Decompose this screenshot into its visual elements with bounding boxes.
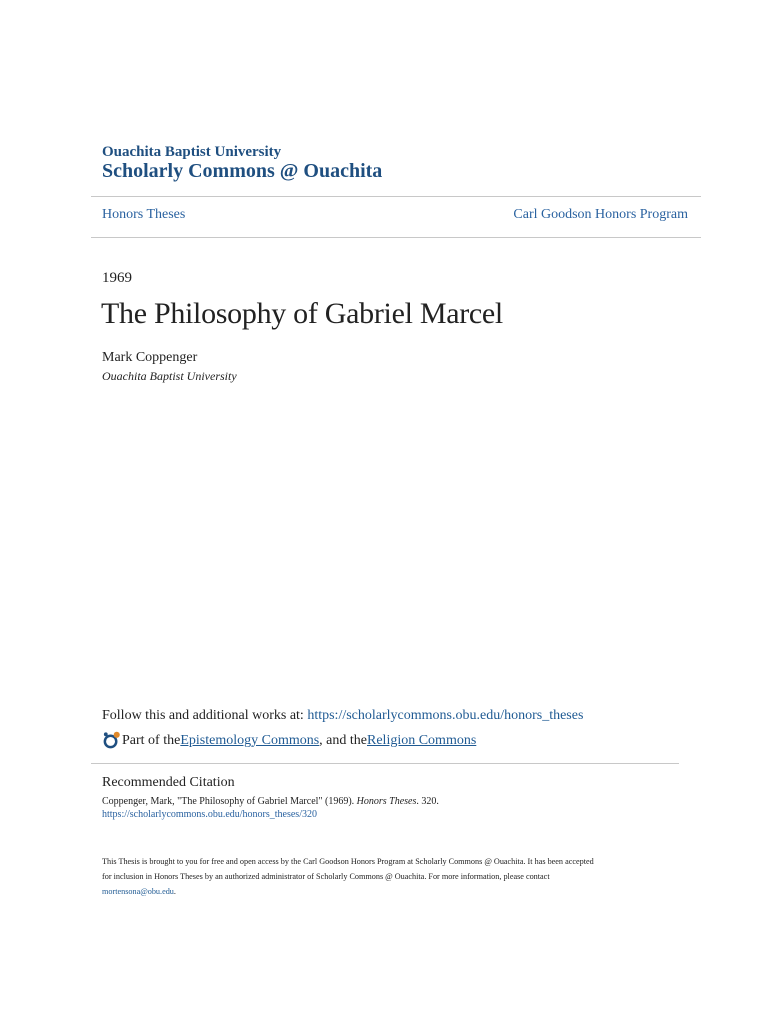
citation-text bbox=[102, 796, 439, 807]
footer-email-end: . bbox=[173, 887, 176, 896]
publication-year: 1969 bbox=[102, 270, 132, 286]
citation-main: Coppenger, Mark, "The Philosophy of Gabriel Marcel" (1969). bbox=[102, 796, 357, 807]
contact-email-link[interactable]: mortensona@obu.edu bbox=[102, 887, 174, 896]
epistemology-commons-link[interactable]: Epistemology Commons bbox=[180, 732, 320, 748]
university-name[interactable]: Ouachita Baptist University bbox=[102, 144, 282, 160]
author-affiliation: Ouachita Baptist University bbox=[102, 369, 237, 383]
footer-line-3 bbox=[102, 887, 176, 896]
header-divider-top bbox=[91, 196, 701, 197]
part-of-middle: , and the bbox=[319, 732, 367, 748]
citation-end: . 320. bbox=[416, 796, 439, 807]
follow-line bbox=[102, 708, 583, 724]
commons-network-icon bbox=[102, 731, 121, 750]
citation-series: Honors Theses bbox=[356, 796, 417, 807]
part-of-line bbox=[102, 731, 476, 750]
follow-url-link[interactable]: https://scholarlycommons.obu.edu/honors_theses bbox=[307, 708, 584, 723]
footer-line-2: for inclusion in Honors Theses by an authorized administrator of Scholarly Commons @ Ouachita. For more information, please contact bbox=[102, 872, 550, 881]
header-divider-bottom bbox=[91, 237, 701, 238]
repository-name[interactable]: Scholarly Commons @ Ouachita bbox=[102, 160, 383, 182]
citation-heading: Recommended Citation bbox=[102, 775, 235, 790]
footer-line-1: This Thesis is brought to you for free and open access by the Carl Goodson Honors Program at Scholarly Commons @ Ouachita. It has been accepted bbox=[102, 857, 594, 866]
author-name: Mark Coppenger bbox=[102, 350, 198, 365]
page-title: The Philosophy of Gabriel Marcel bbox=[101, 297, 503, 330]
citation-divider bbox=[91, 763, 679, 764]
citation-url-link[interactable]: https://scholarlycommons.obu.edu/honors_theses/320 bbox=[102, 809, 317, 820]
follow-prefix: Follow this and additional works at: bbox=[102, 708, 308, 723]
part-of-prefix: Part of the bbox=[122, 732, 181, 748]
breadcrumb-honors-theses[interactable]: Honors Theses bbox=[102, 207, 186, 222]
breadcrumb-honors-program[interactable]: Carl Goodson Honors Program bbox=[513, 207, 688, 222]
religion-commons-link[interactable]: Religion Commons bbox=[367, 732, 477, 748]
